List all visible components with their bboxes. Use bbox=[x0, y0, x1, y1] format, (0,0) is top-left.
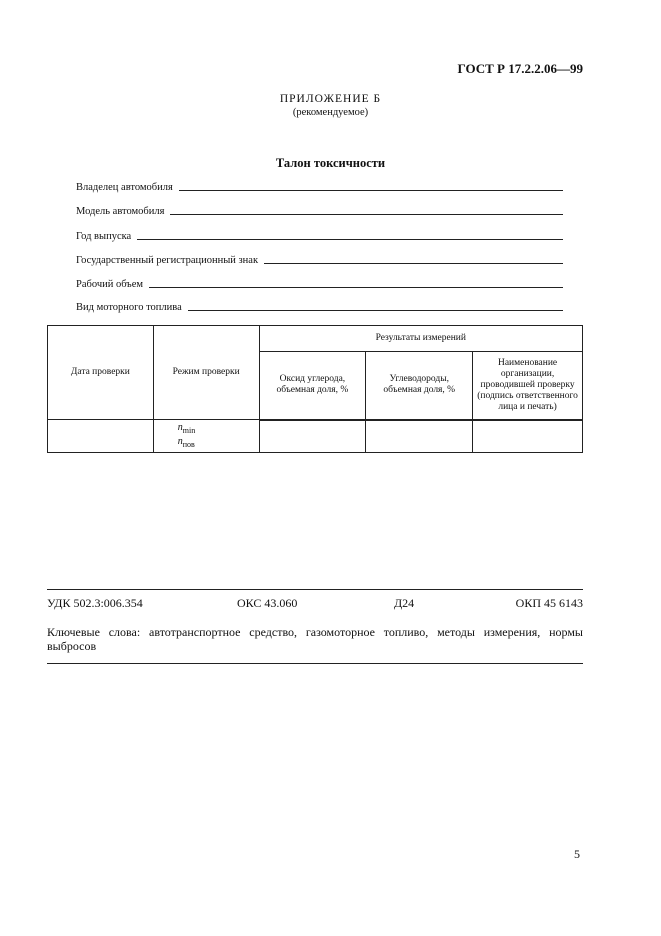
form-title: Талон токсичности bbox=[275, 156, 386, 170]
classification-row bbox=[47, 596, 583, 612]
field-fuel-label: Вид моторного топлива bbox=[76, 302, 182, 313]
field-displacement-line bbox=[149, 286, 563, 288]
header-hc: Углеводороды, объемная доля, % bbox=[366, 352, 473, 420]
mode-npov: $n_{пов}$ bbox=[177, 436, 195, 449]
cell-co bbox=[259, 420, 366, 453]
table-row bbox=[48, 420, 583, 453]
cell-date bbox=[48, 420, 154, 453]
measurement-table bbox=[47, 325, 583, 453]
keywords: Ключевые слова: автотранспортное средство, газомоторное топливо, методы измерения, нормы выбросов bbox=[47, 625, 583, 653]
field-year-line bbox=[137, 238, 563, 240]
field-plate-label: Государственный регистрационный знак bbox=[76, 255, 259, 266]
cell-organization bbox=[473, 420, 583, 453]
header-co: Оксид углерода, объемная доля, % bbox=[259, 352, 366, 420]
standard-number: ГОСТ Р 17.2.2.06—99 bbox=[457, 61, 583, 76]
cell-mode bbox=[153, 420, 259, 453]
field-displacement bbox=[76, 277, 563, 291]
field-displacement-label: Рабочий объем bbox=[76, 279, 144, 290]
header-results: Результаты измерений bbox=[259, 326, 582, 352]
field-owner bbox=[76, 180, 563, 194]
field-owner-line bbox=[179, 189, 563, 191]
udk-code: УДК 502.3:006.354 bbox=[47, 596, 143, 610]
header-organization: Наименование организации, проводившей проверку (подпись ответственного лица и печать) bbox=[473, 352, 583, 420]
field-fuel bbox=[76, 300, 563, 314]
field-plate-line bbox=[264, 262, 563, 264]
field-year-label: Год выпуска bbox=[76, 231, 132, 242]
field-fuel-line bbox=[188, 309, 563, 311]
annex-title: ПРИЛОЖЕНИЕ Б bbox=[279, 93, 382, 105]
field-year bbox=[76, 229, 563, 243]
field-model bbox=[76, 204, 563, 218]
mode-nmin: $n_{min}$ bbox=[177, 422, 196, 435]
field-owner-label: Владелец автомобиля bbox=[76, 182, 173, 193]
annex-status: (рекомендуемое) bbox=[292, 107, 369, 118]
d-code: Д24 bbox=[394, 596, 415, 610]
oks-code: ОКС 43.060 bbox=[237, 596, 298, 610]
page-number: 5 bbox=[574, 847, 580, 861]
header-mode: Режим проверки bbox=[153, 326, 259, 420]
header-date: Дата проверки bbox=[48, 326, 154, 420]
field-model-line bbox=[170, 213, 563, 215]
footer-rule-bottom bbox=[47, 663, 583, 664]
field-model-label: Модель автомобиля bbox=[76, 206, 165, 217]
okp-code: ОКП 45 6143 bbox=[515, 596, 583, 610]
field-plate bbox=[76, 253, 563, 267]
footer-rule-top bbox=[47, 589, 583, 590]
cell-hc bbox=[366, 420, 473, 453]
